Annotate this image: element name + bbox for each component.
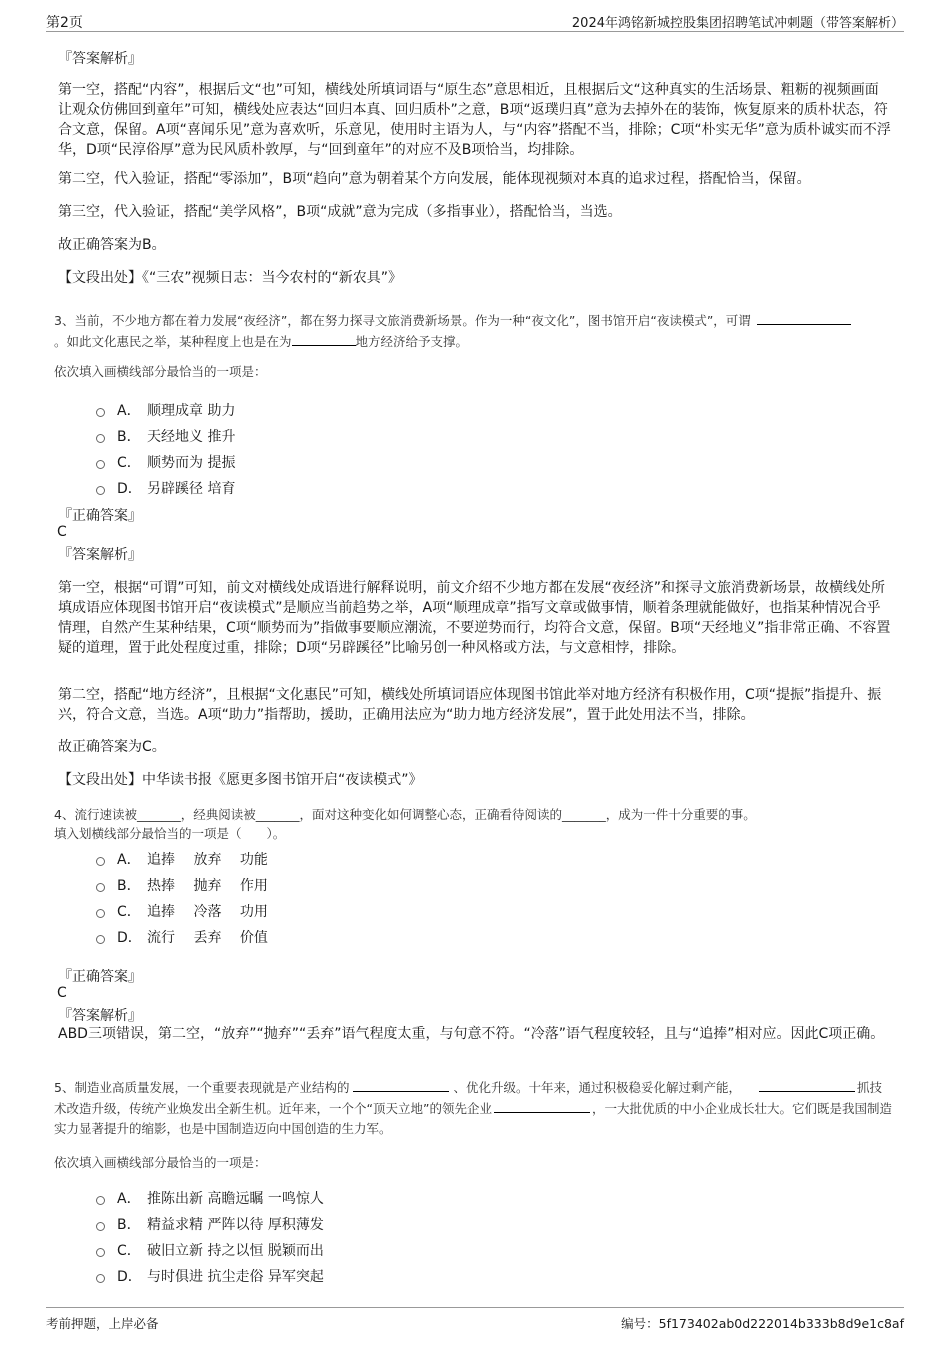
q5-options [96, 1185, 324, 1289]
q4-instruction: 填入划横线部分最恰当的一项是（ ）。 [54, 826, 286, 841]
radio-icon [96, 1196, 105, 1205]
q3-options [96, 397, 235, 501]
q4-option-a[interactable]: A． 追捧 放弃 功能 [96, 846, 268, 872]
q3-source: 【文段出处】中华读书报《愿更多图书馆开启“夜读模式”》 [58, 772, 423, 788]
radio-icon [96, 434, 105, 443]
footer-slogan: 考前押题，上岸必备 [46, 1316, 159, 1331]
q4-analysis-label: 『答案解析』 [58, 1008, 142, 1024]
radio-icon [96, 486, 105, 495]
q4-correct-answer: C [57, 985, 67, 1001]
q3-option-c[interactable]: C． 顺势而为 提振 [96, 449, 235, 475]
q3-option-b[interactable]: B． 天经地义 推升 [96, 423, 235, 449]
radio-icon [96, 935, 105, 944]
q2-conclusion: 故正确答案为B。 [58, 237, 166, 253]
radio-icon [96, 1222, 105, 1231]
q4-option-c[interactable]: C． 追捧 冷落 功用 [96, 898, 268, 924]
page-number: 第2页 [46, 15, 83, 31]
q5-option-c[interactable]: C． 破旧立新 持之以恒 脱颖而出 [96, 1237, 324, 1263]
radio-icon [96, 883, 105, 892]
answer-blank [292, 331, 356, 346]
radio-icon [96, 1248, 105, 1257]
answer-blank [494, 1098, 590, 1113]
answer-blank [757, 310, 851, 325]
q3-instruction: 依次填入画横线部分最恰当的一项是： [54, 364, 267, 379]
q3-analysis-paragraph-2: 第二空，搭配“地方经济”，且根据“文化惠民”可知，横线处所填词语应体现图书馆此举对地方经济有积极作用，C项“提振”指提升、振兴，符合文意，当选。A项“助力”指帮助，援助，正确用法应为“助力地方经济发展”，置于此处用法不当，排除。 [58, 687, 882, 723]
q2-analysis-label: 『答案解析』 [58, 51, 142, 67]
q2-analysis-paragraph-3: 第三空，代入验证，搭配“美学风格”，B项“成就”意为完成（多指事业），搭配恰当，当选。 [58, 204, 622, 220]
q2-analysis-paragraph-2: 第二空，代入验证，搭配“零添加”，B项“趋向”意为朝着某个方向发展，能体现视频对本真的追求过程，搭配恰当，保留。 [58, 171, 811, 187]
q5-option-a[interactable]: A． 推陈出新 高瞻远瞩 一鸣惊人 [96, 1185, 324, 1211]
q5-option-b[interactable]: B． 精益求精 严阵以待 厚积薄发 [96, 1211, 324, 1237]
q3-stem: 3、当前，不少地方都在着力发展“夜经济”，都在努力探寻文旅消费新场景。作为一种“夜文化”，图书馆开启“夜读模式”，可谓 。如此文化惠民之举，某种程度上也是在为 地方经济给予支撑。 [54, 310, 894, 352]
radio-icon [96, 909, 105, 918]
q5-stem: 5、制造业高质量发展，一个重要表现就是产业结构的 、优化升级。十年来，通过积极稳妥化解过剩产能， 抓技术改造升级，传统产业焕发出全新生机。近年来，一个个“顶天立地”的领先企业 ，一大批优质的中小企业成长壮大。它们既是我国制造实力显著提升的缩影，也是中国制造迈向中国创造的生力军。 [54, 1077, 894, 1139]
q4-stem: 4、流行速读被_______，经典阅读被_______，面对这种变化如何调整心态，正确看待阅读的_______，成为一件十分重要的事。 [54, 807, 756, 822]
answer-blank [353, 1077, 449, 1092]
radio-icon [96, 1274, 105, 1283]
q3-analysis-label: 『答案解析』 [58, 547, 142, 563]
q5-option-d[interactable]: D． 与时俱进 抗尘走俗 异军突起 [96, 1263, 324, 1289]
q2-analysis-paragraph-1: 第一空，搭配“内容”，根据后文“也”可知，横线处所填词语与“原生态”意思相近，且根据后文“这种真实的生活场景、粗粝的视频画面让观众仿佛回到童年”可知，横线处应表达“回归本真、回归质朴”之意，B项“返璞归真”意为去掉外在的装饰，恢复原来的质朴状态，符合文意，保留。A项“喜闻乐见”意为喜欢听，乐意见，使用时主语为人，与“内容”搭配不当，排除；C项“朴实无华”意为质朴诚实而不浮华，D项“民淳俗厚”意为民风质朴敦厚，与“回到童年”的对应不及B项恰当，均排除。 [58, 82, 891, 158]
q4-option-b[interactable]: B． 热捧 抛弃 作用 [96, 872, 268, 898]
footer-divider [46, 1307, 904, 1308]
q3-correct-answer: C [57, 524, 67, 540]
document-title: 2024年鸿铭新城控股集团招聘笔试冲刺题（带答案解析） [571, 16, 904, 31]
document-code: 编号：5f173402ab0d222014b333b8d9e1c8af [621, 1316, 904, 1331]
q4-option-d[interactable]: D． 流行 丢弃 价值 [96, 924, 268, 950]
q3-option-d[interactable]: D． 另辟蹊径 培育 [96, 475, 235, 501]
q2-source: 【文段出处】《“三农”视频日志：当今农村的“新农具”》 [58, 270, 403, 286]
q4-options [96, 846, 268, 950]
radio-icon [96, 857, 105, 866]
q5-instruction: 依次填入画横线部分最恰当的一项是： [54, 1155, 267, 1170]
q3-conclusion: 故正确答案为C。 [58, 739, 166, 755]
radio-icon [96, 460, 105, 469]
radio-icon [96, 408, 105, 417]
answer-blank [759, 1077, 855, 1092]
q3-option-a[interactable]: A． 顺理成章 助力 [96, 397, 235, 423]
q3-analysis-paragraph-1: 第一空，根据“可谓”可知，前文对横线处成语进行解释说明，前文介绍不少地方都在发展“夜经济”和探寻文旅消费新场景，故横线处所填成语应体现图书馆开启“夜读模式”是顺应当前趋势之举，A项“顺理成章”指写文章或做事情，顺着条理就能做好，也指某种情况合乎情理，自然产生某种结果，C项“顺势而为”指做事要顺应潮流，不要逆势而行，均符合文意，保留。B项“天经地义”指非常正确、不容置疑的道理，置于此处程度过重，排除；D项“另辟蹊径”比喻另创一种风格或方法，与文意相悖，排除。 [58, 580, 891, 656]
q4-correct-label: 『正确答案』 [58, 969, 142, 985]
q4-analysis-paragraph: ABD三项错误，第二空，“放弃”“抛弃”“丢弃”语气程度太重，与句意不符。“冷落”语气程度较轻，且与“追捧”相对应。因此C项正确。 [58, 1026, 885, 1042]
header-divider [46, 31, 904, 32]
q3-correct-label: 『正确答案』 [58, 508, 142, 524]
